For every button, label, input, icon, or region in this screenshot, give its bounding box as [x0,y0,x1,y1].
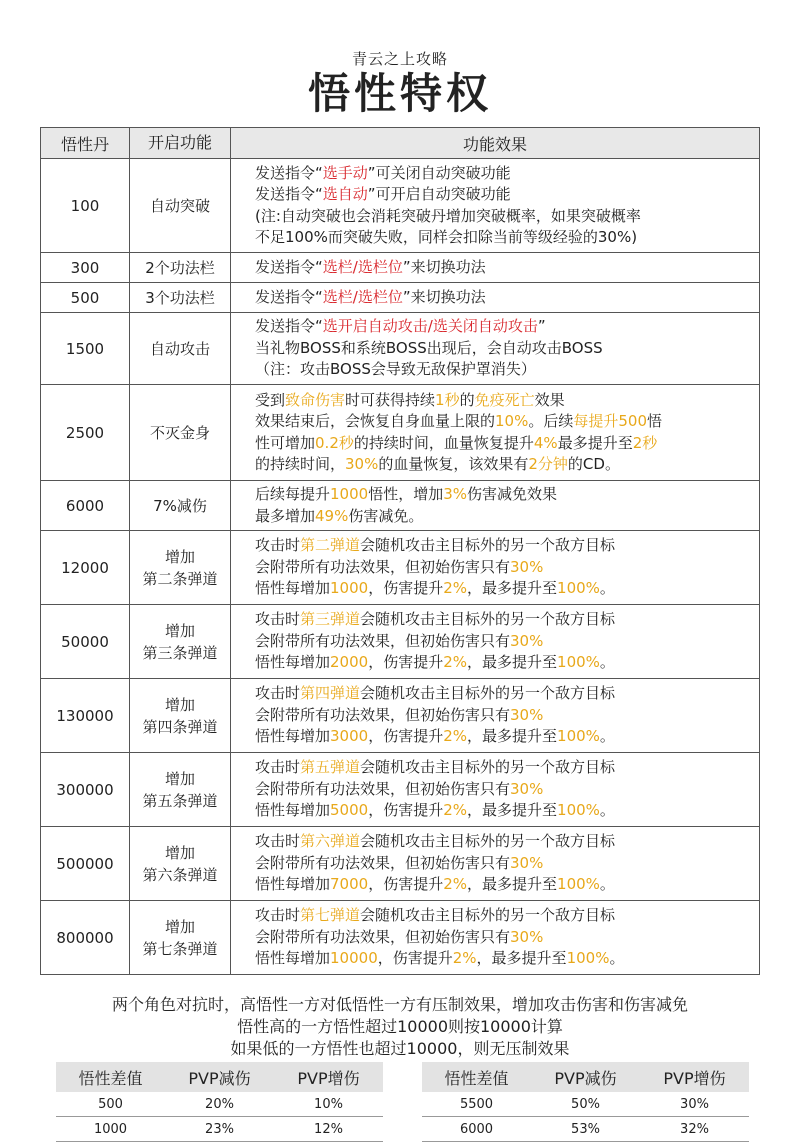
effect-line [255,359,759,381]
highlight-text: 2% [443,801,468,820]
effect-line [255,705,759,727]
effect-text: ”来切换功法 [402,257,486,276]
effect-line [255,535,759,557]
effect-line [255,506,759,528]
effect-cell [231,253,760,283]
highlight-text: 第五弹道 [300,758,361,777]
effect-cell [231,283,760,313]
effect-text: 发送指令“ [255,317,323,336]
effect-text: 效果 [534,390,565,409]
privilege-table [40,127,760,975]
feature-line: 增加 [164,621,195,640]
pvp-header-reduce: PVP减伤 [531,1062,640,1092]
effect-text: 受到 [255,390,286,409]
effect-text: 。 [599,875,615,894]
pvp-line: 悟性高的一方悟性超过10000则按10000计算 [237,1017,563,1036]
pvp-cell: 32% [640,1117,749,1142]
effect-cell [231,159,760,253]
level-cell: 130000 [41,679,130,753]
effect-text: ，伤害提升 [368,727,444,746]
level-cell: 2500 [41,385,130,481]
highlight-text: 100% [566,949,610,968]
effect-cell [231,605,760,679]
effect-text: 。后续 [528,412,574,430]
effect-text: 攻击时 [255,536,301,555]
pvp-cell: 53% [531,1117,640,1142]
highlight-text: 3% [443,485,468,503]
feature-cell: 7%减伤 [130,481,231,531]
effect-text: 。 [599,727,615,746]
effect-line [255,683,759,705]
pvp-header-diff: 悟性差值 [56,1062,165,1092]
pvp-header-diff: 悟性差值 [422,1062,531,1092]
pvp-cell: 50% [531,1092,640,1117]
highlight-text: 第七弹道 [300,906,361,925]
highlight-text: 2% [452,949,477,968]
page-subtitle: 青云之上攻略 [351,50,448,68]
table-row [56,1092,383,1117]
effect-text: ，伤害提升 [368,875,444,894]
highlight-text: 1000 [330,485,369,503]
effect-text: 会附带所有功法效果，但初始伤害只有 [255,853,511,872]
effect-text: 。 [599,653,615,672]
effect-text: ”来切换功法 [402,287,486,306]
effect-text: 最多增加 [255,506,316,525]
pvp-header-increase: PVP增伤 [274,1062,383,1092]
pvp-table-left [56,1062,383,1142]
highlight-text: 2% [443,653,468,672]
feature-line: 第七条弹道 [142,939,218,958]
highlight-text: 2秒 [632,433,658,452]
effect-text: 会附带所有功法效果，但初始伤害只有 [255,927,511,946]
pvp-header-reduce: PVP减伤 [165,1062,274,1092]
highlight-text: 30% [510,927,544,946]
pvp-cell: 12% [274,1117,383,1142]
effect-text: ，伤害提升 [368,801,444,820]
feature-line: 增加 [164,695,195,714]
header-level: 悟性丹 [41,128,130,159]
highlight-text: 2000 [330,653,369,672]
effect-cell [231,385,760,481]
effect-text: ，伤害提升 [368,653,444,672]
highlight-text: 100% [557,653,600,672]
highlight-text: 第三弹道 [300,610,361,629]
effect-text: 不足100%而突破失败，同样会扣除当前等级经验的30%) [255,228,638,246]
effect-text: 悟 [647,412,663,430]
highlight-text: 第六弹道 [300,832,361,851]
effect-text: 最多提升至 [557,433,633,452]
effect-text: 会随机攻击主目标外的另一个敌方目标 [360,832,616,851]
effect-line [255,779,759,801]
effect-text: 会随机攻击主目标外的另一个敌方目标 [360,758,616,777]
table-body [41,159,760,975]
level-cell: 1500 [41,313,130,385]
table-header-row [41,128,760,159]
effect-line [255,874,759,896]
level-cell: 6000 [41,481,130,531]
highlight-text: 100% [557,727,600,746]
header-effect: 功能效果 [231,128,760,159]
effect-line [255,831,759,853]
feature-line: 第五条弹道 [142,791,218,810]
effect-line [255,163,759,185]
effect-text: 悟性每增加 [255,653,331,672]
highlight-text: 10% [495,412,529,430]
effect-line [255,578,759,600]
highlight-text: 7000 [330,875,369,894]
table-row [41,827,760,901]
highlight-text: 1秒 [435,390,460,409]
pvp-cell: 20% [165,1092,274,1117]
feature-line: 增加 [164,769,195,788]
effect-line [255,948,759,970]
level-cell: 50000 [41,605,130,679]
effect-text: 伤害减免效果 [467,485,558,503]
pvp-line: 如果低的一方悟性也超过10000，则无压制效果 [230,1039,570,1058]
pvp-header-row [422,1062,749,1092]
effect-line [255,726,759,748]
effect-line [255,338,759,360]
effect-text: 的血量恢复，该效果有 [378,455,529,473]
effect-text: 发送指令“ [255,185,323,203]
effect-line [255,484,759,506]
effect-text: 攻击时 [255,610,301,629]
feature-cell: 自动攻击 [130,313,231,385]
highlight-text: 30% [510,705,544,724]
page-title: 悟性特权 [307,69,492,118]
level-cell: 800000 [41,901,130,975]
effect-line [255,316,759,338]
highlight-text: 10000 [330,949,378,968]
pvp-line: 两个角色对抗时，高悟性一方对低悟性一方有压制效果，增加攻击伤害和伤害减免 [111,995,688,1014]
highlight-text: 2% [443,579,468,598]
highlight-text: 2% [443,875,468,894]
pvp-cell: 1000 [56,1117,165,1142]
effect-text: 后续每提升 [255,485,331,503]
effect-line [255,927,759,949]
feature-line: 第六条弹道 [142,865,218,884]
pvp-table-right [422,1062,749,1142]
effect-text: 发送指令“ [255,287,323,306]
effect-text: (注:自动突破也会消耗突破丹增加突破概率，如果突破概率 [255,206,641,225]
highlight-text: 1000 [330,579,369,598]
feature-line: 增加 [164,917,195,936]
effect-line [255,905,759,927]
effect-text: 会附带所有功法效果，但初始伤害只有 [255,631,511,650]
effect-text: ”可开启自动突破功能 [367,185,511,203]
pvp-header-row [56,1062,383,1092]
effect-text: 悟性每增加 [255,949,331,968]
highlight-text: 0.2秒 [315,433,354,452]
highlight-text: 2分钟 [528,455,568,473]
effect-line [255,652,759,674]
effect-line [255,853,759,875]
table-row [41,753,760,827]
effect-text: 。 [609,949,625,968]
effect-text: 。 [599,579,615,598]
effect-text: ，最多提升至 [467,579,558,598]
table-row [41,313,760,385]
effect-line [255,800,759,822]
effect-line [255,287,759,309]
effect-text: 攻击时 [255,684,301,703]
effect-text: 攻击时 [255,906,301,925]
pvp-cell: 500 [56,1092,165,1117]
effect-text: 悟性每增加 [255,801,331,820]
highlight-text: 选栏/选栏位 [322,257,403,276]
highlight-text: 选开启自动攻击/选关闭自动攻击 [322,317,538,336]
effect-text: 悟性，增加 [368,485,444,503]
effect-text: ，最多提升至 [467,801,558,820]
effect-text: ，最多提升至 [467,727,558,746]
effect-line [255,227,759,249]
effect-line [255,631,759,653]
effect-text: ，最多提升至 [467,875,558,894]
highlight-text: 30% [510,631,544,650]
feature-line: 第二条弹道 [142,569,218,588]
effect-line [255,206,759,228]
effect-text: 悟性每增加 [255,875,331,894]
effect-text: 会随机攻击主目标外的另一个敌方目标 [360,684,616,703]
table-row [41,159,760,253]
feature-cell [130,901,231,975]
effect-line [255,757,759,779]
effect-text: （注：攻击BOSS会导致无敌保护罩消失） [255,360,536,379]
effect-text: 性可增加 [255,433,316,452]
effect-text: 的持续时间，血量恢复提升 [353,433,534,452]
highlight-text: 第二弹道 [300,536,361,555]
effect-text: ，伤害提升 [368,579,444,598]
table-row [41,901,760,975]
effect-text: 发送指令“ [255,257,323,276]
feature-cell [130,679,231,753]
effect-text: ，最多提升至 [467,653,558,672]
table-row [41,283,760,313]
level-cell: 500000 [41,827,130,901]
highlight-text: 49% [315,506,349,525]
feature-line: 第四条弹道 [142,717,218,736]
effect-line [255,557,759,579]
effect-text: 伤害减免。 [348,506,424,525]
highlight-text: 选自动 [322,185,368,203]
level-cell: 300 [41,253,130,283]
highlight-text: 免疫死亡 [474,390,535,409]
effect-text: 发送指令“ [255,163,323,182]
level-cell: 12000 [41,531,130,605]
feature-cell: 3个功法栏 [130,283,231,313]
feature-cell: 2个功法栏 [130,253,231,283]
highlight-text: 30% [510,853,544,872]
effect-text: 会附带所有功法效果，但初始伤害只有 [255,779,511,798]
effect-text: ”可关闭自动突破功能 [367,163,511,182]
table-row [56,1117,383,1142]
effect-cell [231,679,760,753]
effect-line [255,390,759,412]
effect-text: 会随机攻击主目标外的另一个敌方目标 [360,536,616,555]
highlight-text: 5000 [330,801,369,820]
feature-cell: 自动突破 [130,159,231,253]
feature-cell [130,605,231,679]
effect-text: 的 [459,390,475,409]
highlight-text: 选栏/选栏位 [322,287,403,306]
effect-text: 时可获得持续 [345,390,436,409]
pvp-description [0,994,800,1060]
pvp-cell: 23% [165,1117,274,1142]
table-row [41,605,760,679]
table-row [41,679,760,753]
table-row [41,253,760,283]
header-feature: 开启功能 [130,128,231,159]
effect-cell [231,481,760,531]
table-row [41,481,760,531]
effect-text: 会附带所有功法效果，但初始伤害只有 [255,557,511,576]
pvp-cell: 5500 [422,1092,531,1117]
feature-cell [130,531,231,605]
feature-line: 增加 [164,843,195,862]
effect-text: 会随机攻击主目标外的另一个敌方目标 [360,906,616,925]
effect-line [255,454,759,476]
effect-text: 的持续时间， [255,455,346,473]
effect-line [255,257,759,279]
highlight-text: 3000 [330,727,369,746]
highlight-text: 100% [557,801,600,820]
highlight-text: 致命伤害 [285,390,346,409]
level-cell: 300000 [41,753,130,827]
pvp-cell: 30% [640,1092,749,1117]
effect-text: ，伤害提升 [377,949,453,968]
effect-line [255,411,759,433]
feature-line: 增加 [164,547,195,566]
highlight-text: 每提升500 [573,412,648,430]
feature-cell: 不灭金身 [130,385,231,481]
feature-line: 第三条弹道 [142,643,218,662]
table-row [41,531,760,605]
highlight-text: 100% [557,875,600,894]
table-row [422,1092,749,1117]
highlight-text: 4% [533,433,558,452]
level-cell: 500 [41,283,130,313]
effect-text: 悟性每增加 [255,727,331,746]
effect-line [255,184,759,206]
effect-text: 攻击时 [255,832,301,851]
effect-line [255,609,759,631]
effect-text: 会随机攻击主目标外的另一个敌方目标 [360,610,616,629]
effect-text: 悟性每增加 [255,579,331,598]
effect-text: ，最多提升至 [476,949,567,968]
effect-text: 的CD。 [567,455,620,473]
effect-text: 效果结束后，会恢复自身血量上限的 [255,412,496,430]
effect-cell [231,313,760,385]
feature-cell [130,753,231,827]
effect-cell [231,827,760,901]
highlight-text: 30% [345,455,379,473]
effect-cell [231,753,760,827]
feature-cell [130,827,231,901]
effect-text: 当礼物BOSS和系统BOSS出现后，会自动攻击BOSS [255,338,603,357]
highlight-text: 第四弹道 [300,684,361,703]
pvp-cell: 6000 [422,1117,531,1142]
effect-cell [231,901,760,975]
effect-cell [231,531,760,605]
effect-text: 会附带所有功法效果，但初始伤害只有 [255,705,511,724]
highlight-text: 2% [443,727,468,746]
table-row [422,1117,749,1142]
highlight-text: 100% [557,579,600,598]
pvp-cell: 10% [274,1092,383,1117]
effect-text: 。 [599,801,615,820]
highlight-text: 选手动 [322,163,368,182]
effect-text: 攻击时 [255,758,301,777]
table-row [41,385,760,481]
highlight-text: 30% [510,557,544,576]
effect-text: ” [537,317,546,336]
pvp-header-increase: PVP增伤 [640,1062,749,1092]
level-cell: 100 [41,159,130,253]
effect-line [255,433,759,455]
highlight-text: 30% [510,779,544,798]
